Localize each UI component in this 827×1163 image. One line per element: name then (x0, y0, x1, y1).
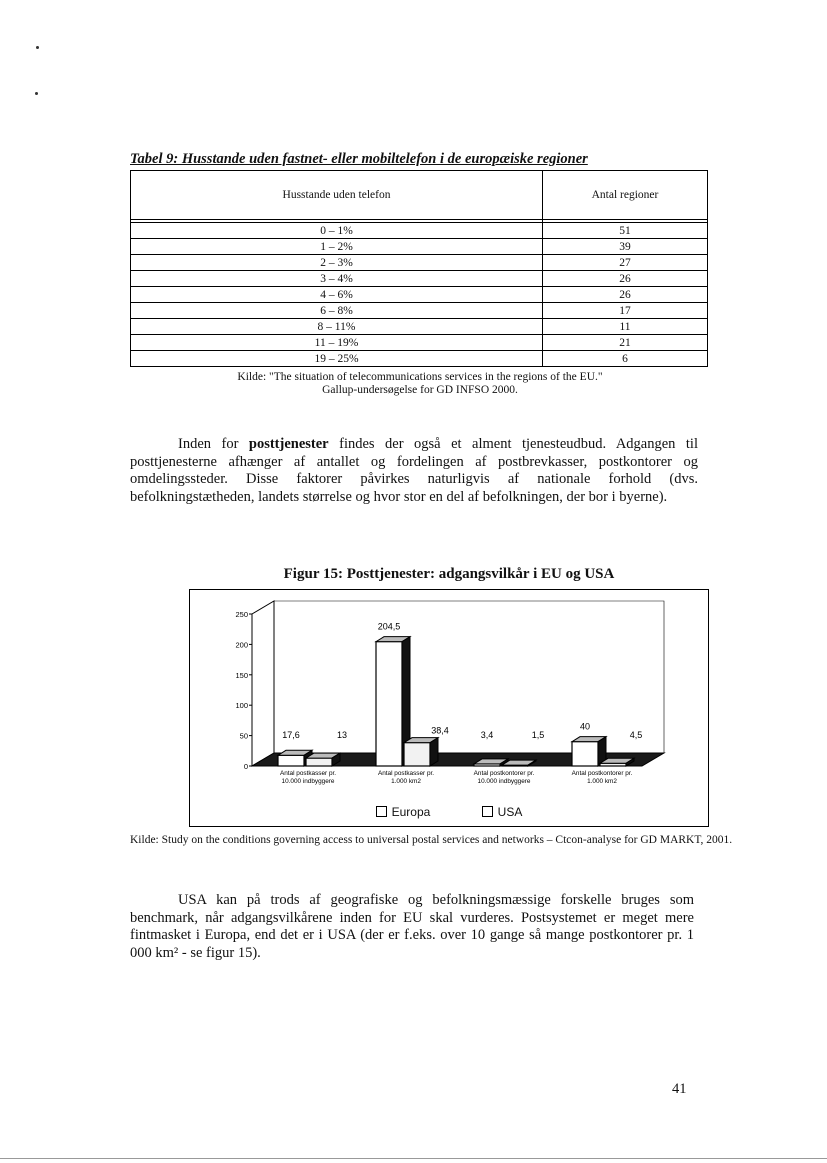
table-row (131, 271, 708, 287)
table-row (131, 351, 708, 367)
chart-bar (278, 755, 304, 766)
table-cell: 26 (543, 287, 708, 303)
x-category-label: 1.000 km2 (587, 778, 617, 785)
table-cell: 27 (543, 255, 708, 271)
table-row (131, 239, 708, 255)
chart-bar (306, 758, 332, 766)
y-tick-label: 250 (235, 610, 248, 619)
table-source (200, 371, 640, 397)
y-tick-label: 200 (235, 640, 248, 650)
scan-speck (36, 46, 39, 49)
table-row (131, 303, 708, 319)
data-label: 3,4 (480, 730, 494, 740)
table-cell: 11 – 19% (131, 335, 543, 351)
x-category-label: 10.000 indbyggere (281, 778, 335, 785)
table-row (131, 319, 708, 335)
chart-bar (404, 743, 430, 766)
table-cell: 3 – 4% (131, 271, 543, 287)
page-number: 41 (672, 1081, 687, 1097)
table-source-line: Gallup-undersøgelse for GD INFSO 2000. (322, 384, 518, 396)
table-cell: 4 – 6% (131, 287, 543, 303)
chart-legend (190, 805, 708, 819)
legend-swatch (376, 806, 387, 817)
table-title: Tabel 9: Husstande uden fastnet- eller mobiltelefon i de europæiske regioner (130, 151, 588, 167)
table-source-line: Kilde: "The situation of telecommunications services in the regions of the EU." (237, 371, 603, 383)
table-cell: 6 (543, 351, 708, 367)
legend-item-europa (376, 805, 431, 819)
chart-side-wall (252, 601, 274, 766)
postal-access-chart (190, 590, 708, 802)
table-cell: 2 – 3% (131, 255, 543, 271)
y-tick-label: 100 (235, 701, 248, 711)
table-row (131, 223, 708, 239)
scan-edge-line (0, 1158, 827, 1159)
figure-box (189, 589, 709, 827)
data-label: 4,5 (629, 730, 643, 740)
data-label: 13 (336, 730, 348, 740)
table-header-cell: Husstande uden telefon (131, 171, 543, 220)
household-phone-table (130, 170, 708, 367)
chart-bar-side (430, 738, 438, 766)
legend-item-usa (482, 805, 523, 819)
data-label: 204,5 (377, 621, 401, 632)
table-header-row (131, 171, 708, 220)
data-label: 17,6 (282, 730, 300, 740)
table-cell: 39 (543, 239, 708, 255)
x-category-label: 10.000 indbyggere (477, 778, 531, 785)
legend-label: Europa (391, 805, 431, 819)
table-row (131, 335, 708, 351)
table-row (131, 255, 708, 271)
figure-title: Figur 15: Posttjenester: adgangsvilkår i EU og USA (283, 566, 615, 582)
x-category-label: 1.000 km2 (391, 778, 421, 785)
paragraph-text: Inden for (178, 436, 249, 452)
table-cell: 8 – 11% (131, 319, 543, 335)
data-label: 38,4 (431, 725, 449, 736)
chart-back-wall (274, 601, 664, 753)
paragraph-text: findes der også et alment tjenesteudbud. Adgangen til posttjenesterne afhænger af antallet og fordelingen af postbrevkasser, postkontorer og omdelingssteder. Disse faktorer påvirkes naturligvis af nationale forhold (dvs. befolkningstætheden, landets størrelse og hvor stor en del af befolkningen, der bor i byerne). (130, 436, 698, 505)
table-cell: 17 (543, 303, 708, 319)
table-cell: 19 – 25% (131, 351, 543, 367)
y-tick-label: 0 (243, 762, 248, 771)
table-cell: 1 – 2% (131, 239, 543, 255)
table-cell: 26 (543, 271, 708, 287)
data-label: 1,5 (531, 730, 545, 740)
paragraph-bold-term: posttjenester (248, 436, 329, 452)
table-header-cell: Antal regioner (543, 171, 708, 220)
table-cell: 0 – 1% (131, 223, 543, 239)
y-tick-label: 50 (239, 731, 248, 741)
table-cell: 21 (543, 335, 708, 351)
table-cell: 51 (543, 223, 708, 239)
data-label: 40 (579, 721, 591, 732)
table-cell: 6 – 8% (131, 303, 543, 319)
paragraph-posttjenester (130, 436, 698, 506)
legend-swatch (482, 806, 493, 817)
y-tick-label: 150 (235, 670, 248, 680)
x-category-label: Antal postkasser pr. (377, 770, 435, 777)
legend-label: USA (497, 805, 523, 819)
scan-speck (35, 92, 38, 95)
paragraph-benchmark: USA kan på trods af geografiske og befolkningsmæssige forskelle bruges som benchmark, når adgangsvilkårene inden for EU skal vurderes. Postsystemet er meget mere fintmasket i Europa, end det er i USA (der er f.eks. over 10 gange så mange postkontorer pr. 1 000 km² - se figur 15). (130, 892, 694, 961)
table-row (131, 287, 708, 303)
chart-bar (376, 642, 402, 766)
x-category-label: Antal postkontorer pr. (571, 770, 633, 777)
x-category-label: Antal postkasser pr. (279, 770, 337, 777)
table-cell: 11 (543, 319, 708, 335)
chart-bar (572, 742, 598, 766)
figure-source: Kilde: Study on the conditions governing access to universal postal services and networks – Ctcon-analyse for GD MARKT, 2001. (130, 834, 733, 846)
x-category-label: Antal postkontorer pr. (473, 770, 535, 777)
